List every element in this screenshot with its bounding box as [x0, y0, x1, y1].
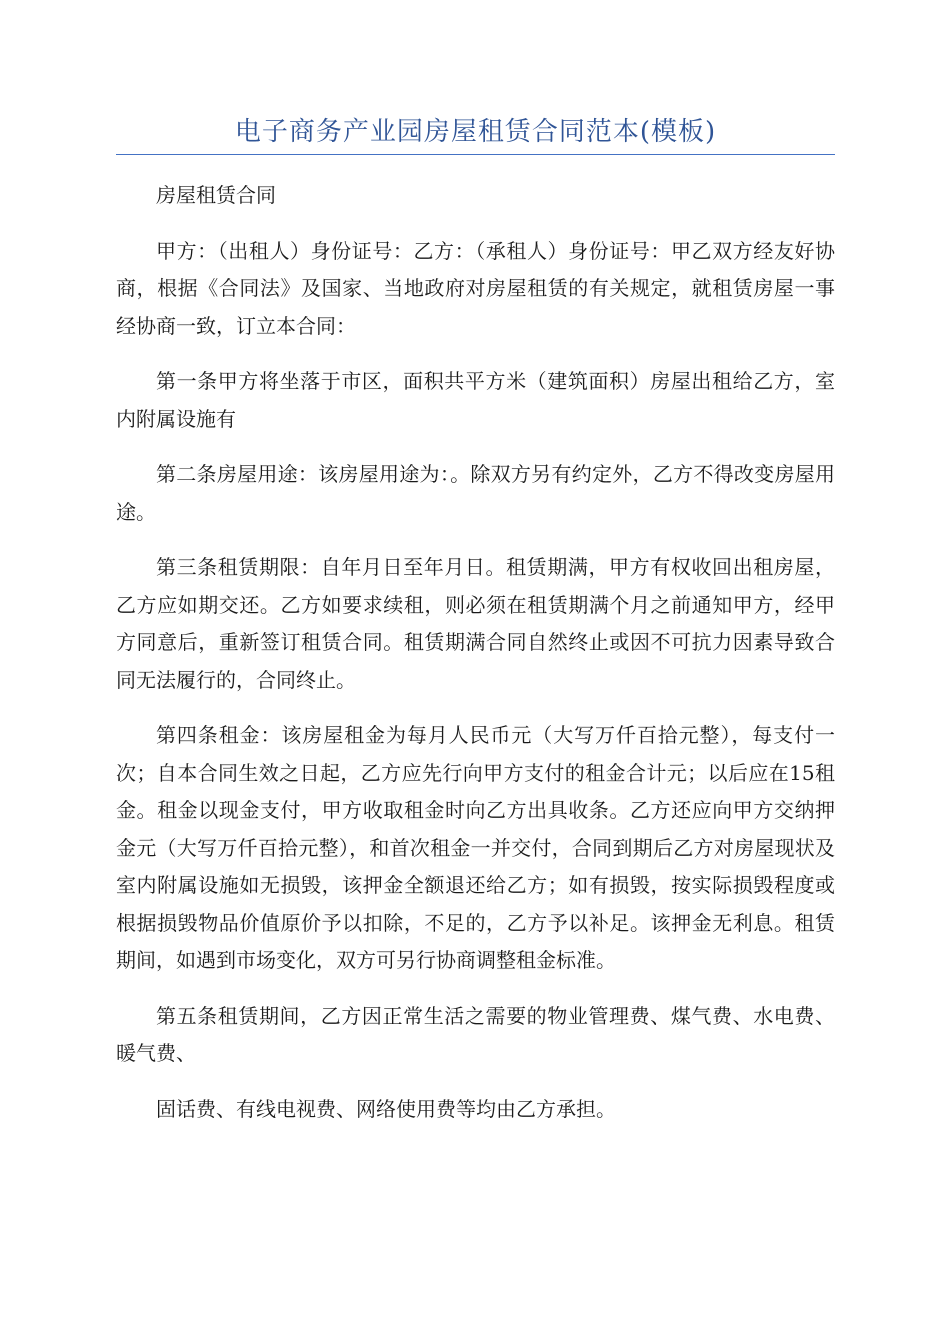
paragraph-article-2: 第二条房屋用途：该房屋用途为：。除双方另有约定外，乙方不得改变房屋用途。 [116, 462, 835, 524]
paragraph-article-5: 第五条租赁期间，乙方因正常生活之需要的物业管理费、煤气费、水电费、暖气费、 [116, 1003, 835, 1065]
paragraph-article-5-continued: 固话费、有线电视费、网络使用费等均由乙方承担。 [156, 1096, 616, 1121]
paragraph-article-1: 第一条甲方将坐落于市区，面积共平方米（建筑面积）房屋出租给乙方，室内附属设施有 [116, 369, 835, 431]
paragraph-parties: 甲方：（出租人）身份证号：乙方：（承租人）身份证号：甲乙双方经友好协商，根据《合同法》及国家、当地政府对房屋租赁的有关规定，就租赁房屋一事经协商一致，订立本合同： [116, 238, 835, 338]
document-page [116, 112, 835, 1146]
paragraph-article-3: 第三条租赁期限：自年月日至年月日。租赁期满，甲方有权收回出租房屋，乙方应如期交还。乙方如要求续租，则必须在租赁期满个月之前通知甲方，经甲方同意后，重新签订租赁合同。租赁期满合同自然终止或因不可抗力因素导致合同无法履行的，合同终止。 [116, 555, 835, 692]
document-title: 电子商务产业园房屋租赁合同范本(模板) [116, 112, 835, 155]
paragraph-article-4: 第四条租金：该房屋租金为每月人民币元（大写万仟百拾元整），每支付一次；自本合同生效之日起，乙方应先行向甲方支付的租金合计元；以后应在15租金。租金以现金支付，甲方收取租金时向乙方出具收条。乙方还应向甲方交纳押金元（大写万仟百拾元整），和首次租金一并交付，合同到期后乙方对房屋现状及室内附属设施如无损毁，该押金全额退还给乙方；如有损毁，按实际损毁程度或根据损毁物品价值原价予以扣除，不足的，乙方予以补足。该押金无利息。租赁期间，如遇到市场变化，双方可另行协商调整租金标准。 [116, 723, 835, 972]
paragraph-heading: 房屋租赁合同 [156, 183, 276, 207]
document-body [116, 177, 835, 1128]
